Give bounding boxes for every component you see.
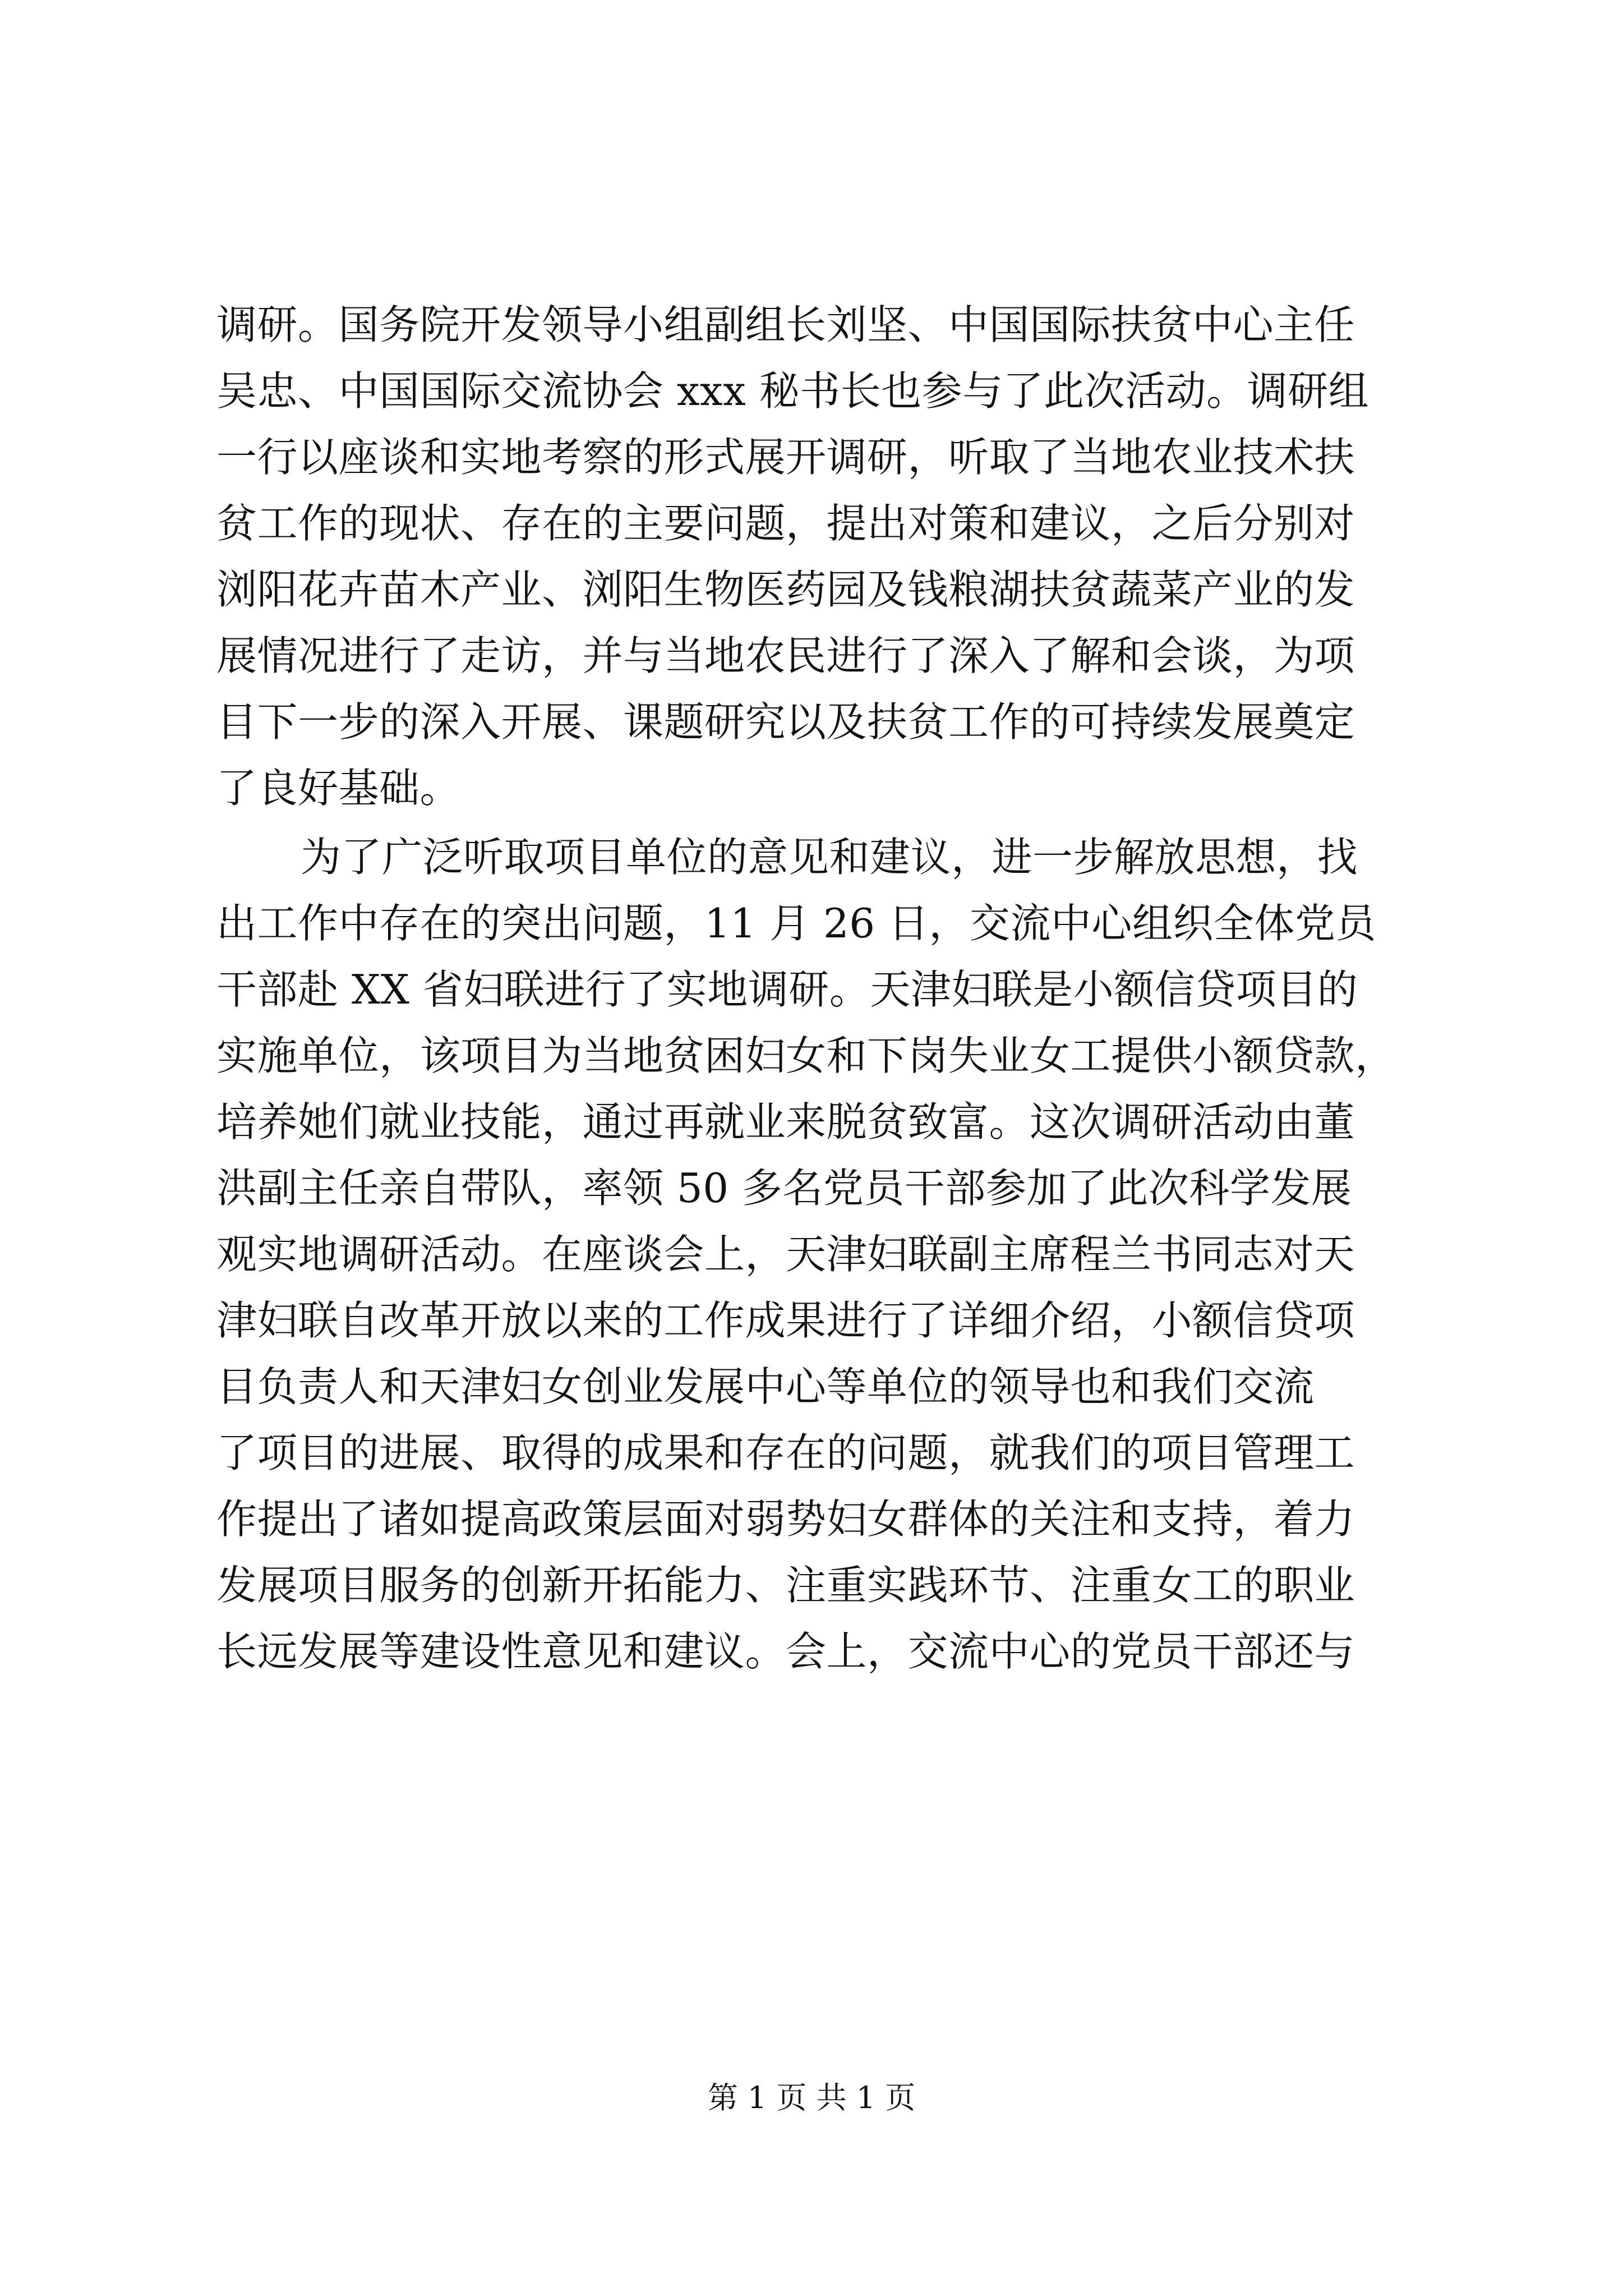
text-line: 目负责人和天津妇女创业发展中心等单位的领导也和我们交流 xyxy=(216,1363,1315,1410)
text-line: 津妇联自改革开放以来的工作成果进行了详细介绍，小额信贷项 xyxy=(216,1297,1355,1344)
text-line: 出工作中存在的突出问题，11 月 26 日，交流中心组织全体党员 xyxy=(216,900,1376,947)
text-line: 浏阳花卉苗木产业、浏阳生物医药园及钱粮湖扶贫蔬菜产业的发 xyxy=(216,566,1355,613)
text-line: 了良好基础。 xyxy=(216,765,461,812)
text-line: 观实地调研活动。在座谈会上，天津妇联副主席程兰书同志对天 xyxy=(216,1231,1355,1278)
text-line: 为了广泛听取项目单位的意见和建议，进一步解放思想，找 xyxy=(301,834,1358,881)
text-line: 贫工作的现状、存在的主要问题，提出对策和建议，之后分别对 xyxy=(216,500,1355,547)
text-line: 长远发展等建设性意见和建议。会上，交流中心的党员干部还与 xyxy=(216,1628,1355,1675)
text-line: 培养她们就业技能，通过再就业来脱贫致富。这次调研活动由董 xyxy=(216,1098,1355,1145)
text-line: 干部赴 XX 省妇联进行了实地调研。天津妇联是小额信贷项目的 xyxy=(216,966,1358,1013)
text-line: 调研。国务院开发领导小组副组长刘坚、中国国际扶贫中心主任 xyxy=(216,301,1355,348)
text-line: 实施单位，该项目为当地贫困妇女和下岗失业女工提供小额贷款， xyxy=(216,1032,1396,1079)
page-number-label: 第 1 页 共 1 页 xyxy=(707,2080,916,2115)
body-text xyxy=(216,292,1417,1685)
text-line: 目下一步的深入开展、课题研究以及扶贫工作的可持续发展奠定 xyxy=(216,698,1355,746)
text-line: 洪副主任亲自带队，率领 50 多名党员干部参加了此次科学发展 xyxy=(216,1165,1352,1212)
text-line: 发展项目服务的创新开拓能力、注重实践环节、注重女工的职业 xyxy=(216,1562,1355,1609)
text-line: 作提出了诸如提高政策层面对弱势妇女群体的关注和支持，着力 xyxy=(216,1496,1355,1543)
text-line: 吴忠、中国国际交流协会 xxx 秘书长也参与了此次活动。调研组 xyxy=(216,367,1370,415)
paragraph-2 xyxy=(216,824,1417,1685)
page-footer xyxy=(0,2076,1623,2120)
paragraph-1 xyxy=(216,292,1417,821)
text-line: 展情况进行了走访，并与当地农民进行了深入了解和会谈，为项 xyxy=(216,632,1355,679)
text-line: 一行以座谈和实地考察的形式展开调研，听取了当地农业技术扶 xyxy=(216,434,1355,481)
text-line: 了项目的进展、取得的成果和存在的问题，就我们的项目管理工 xyxy=(216,1429,1355,1476)
